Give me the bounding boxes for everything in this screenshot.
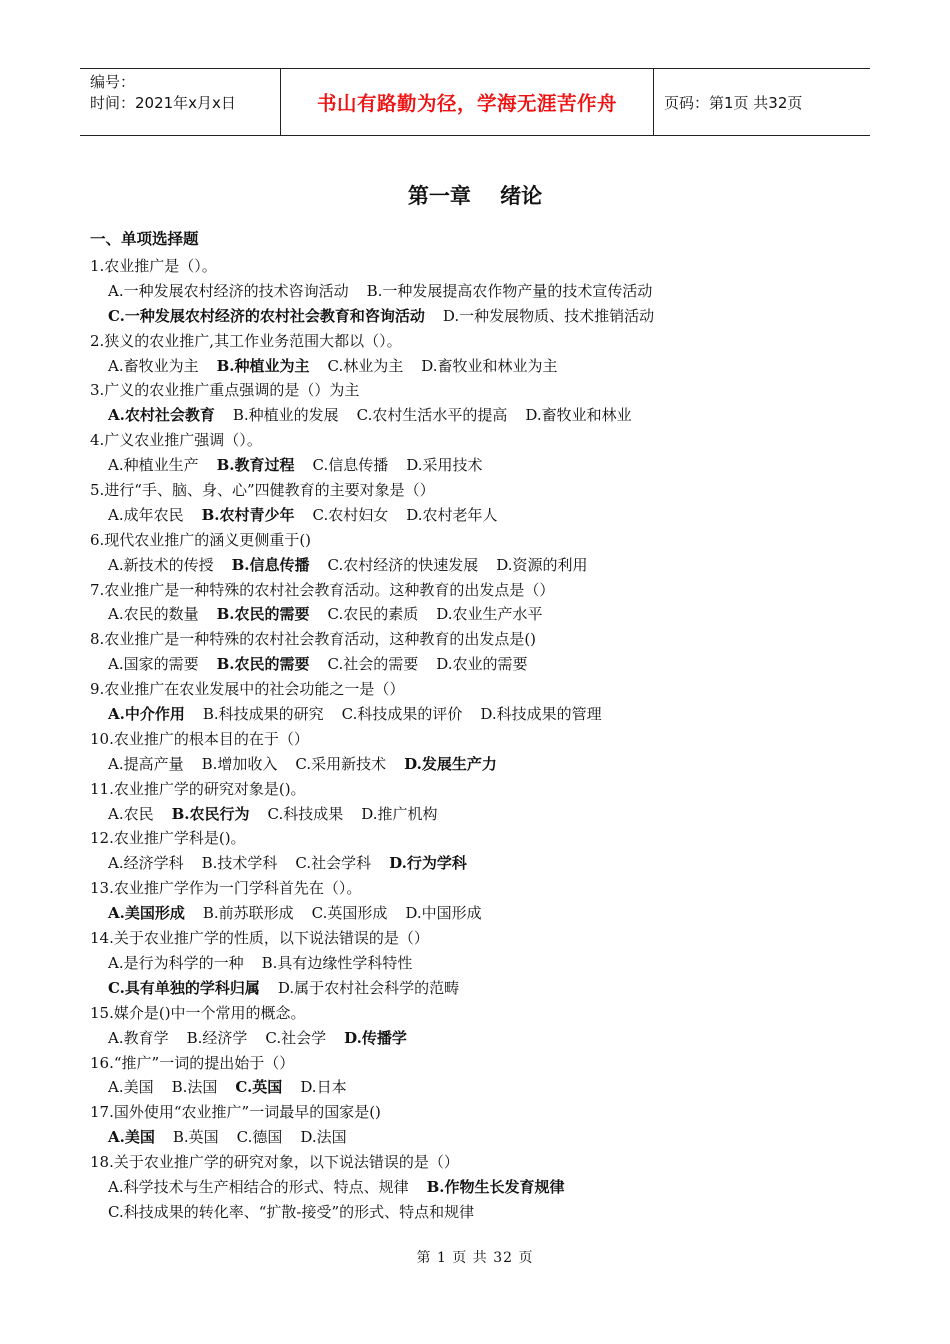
question-stem: 3.广义的农业推广重点强调的是（）为主 [90,381,360,400]
option-row [90,403,870,428]
option-row [90,553,870,578]
option: C.英国形成 [311,904,388,923]
option: A.经济学科 [108,854,184,873]
option: B.前苏联形成 [202,904,294,923]
option: C.科技成果的转化率、“扩散-接受”的形式、特点和规律 [108,1202,475,1221]
option-row [90,976,870,1001]
option: C.德国 [236,1128,283,1147]
option-row [90,1200,870,1225]
question-stem: 5.进行“手、脑、身、心”四健教育的主要对象是（） [90,481,435,500]
question-stem: 8.农业推广是一种特殊的农村社会教育活动，这种教育的出发点是() [90,630,537,649]
header-meta [80,69,280,135]
option: D.农业生产水平 [436,605,543,624]
header-motto: 书山有路勤为径，学海无涯苦作舟 [280,69,654,135]
answer-option: B.作物生长发育规律 [426,1177,565,1196]
page-footer: 第 1 页 共 32 页 [416,1250,534,1266]
option: B.一种发展提高农作物产量的技术宣传活动 [366,281,653,300]
option: C.采用新技术 [295,754,387,773]
answer-option: A.美国形成 [108,904,185,923]
option-row [90,652,870,677]
answer-option: D.行为学科 [389,854,467,873]
answer-option: B.农民的需要 [216,655,310,674]
option: C.信息传播 [312,456,389,475]
option: D.畜牧业和林业为主 [421,356,558,375]
option: D.农业的需要 [436,655,528,674]
option: A.农民 [108,804,154,823]
chapter-title: 第一章 绪论 [407,184,543,208]
option: C.农民的素质 [327,605,419,624]
option: B.技术学科 [201,854,278,873]
option-row [90,1175,870,1200]
option: A.国家的需要 [108,655,199,674]
answer-option: B.农民的需要 [216,605,310,624]
option: A.农民的数量 [108,605,199,624]
option: A.科学技术与生产相结合的形式、特点、规律 [108,1177,409,1196]
option: D.法国 [300,1128,347,1147]
question-stem: 9.农业推广在农业发展中的社会功能之一是（） [90,680,405,699]
option-row [90,453,870,478]
option-row [90,802,870,827]
option: C.社会学 [265,1028,327,1047]
option-row [90,951,870,976]
answer-option: C.英国 [235,1078,283,1097]
option-row [90,503,870,528]
option: C.科技成果的评价 [341,705,463,724]
question-stem: 11.农业推广学的研究对象是()。 [90,779,306,798]
option: A.一种发展农村经济的技术咨询活动 [108,281,349,300]
question-stem: 15.媒介是()中一个常用的概念。 [90,1003,306,1022]
answer-option: C.一种发展农村经济的农村社会教育和咨询活动 [108,306,425,325]
option: C.农村生活水平的提高 [356,406,508,425]
answer-option: A.美国 [108,1128,155,1147]
header-page-info: 页码：第1页 共32页 [664,93,803,112]
question-stem: 7.农业推广是一种特殊的农村社会教育活动。这种教育的出发点是（） [90,580,555,599]
answer-option: B.信息传播 [231,555,310,574]
question-stem: 17.国外使用“农业推广”一词最早的国家是() [90,1103,381,1122]
option: B.经济学 [186,1028,248,1047]
option: A.提高产量 [108,754,184,773]
option: B.种植业的发展 [232,406,339,425]
option: C.社会学科 [295,854,372,873]
question-stem: 4.广义农业推广强调（）。 [90,431,262,450]
document-date: 时间：2021年x月x日 [90,94,236,112]
option: A.教育学 [108,1028,169,1047]
option: B.英国 [172,1128,219,1147]
question-stem: 1.农业推广是（）。 [90,257,217,275]
question-stem: 18.关于农业推广学的研究对象，以下说法错误的是（） [90,1153,459,1172]
option: B.具有边缘性学科特性 [261,953,413,972]
answer-option: B.农村青少年 [201,505,295,524]
answer-option: A.农村社会教育 [108,406,215,425]
option: B.法国 [171,1078,218,1097]
answer-option: A.中介作用 [108,705,185,724]
option-row [90,304,870,329]
document-number-label: 编号： [90,73,136,91]
option: C.科技成果 [267,804,344,823]
option-row [90,1075,870,1100]
option-row [90,752,870,777]
option: D.属于农村社会科学的范畴 [277,978,460,997]
page-header [80,68,870,136]
option-row [90,354,870,379]
option-row [90,851,870,876]
option: A.是行为科学的一种 [108,953,244,972]
option: A.种植业生产 [108,456,199,475]
answer-option: C.具有单独的学科归属 [108,978,260,997]
option: C.农村妇女 [312,505,389,524]
question-stem: 2.狭义的农业推广,其工作业务范围大都以（）。 [90,331,402,350]
answer-option: B.教育过程 [216,456,295,475]
option-row [90,279,870,304]
answer-option: D.发展生产力 [404,754,497,773]
option-row [90,1026,870,1051]
question-stem: 14.关于农业推广学的性质，以下说法错误的是（） [90,929,429,948]
option: A.畜牧业为主 [108,356,199,375]
option: D.农村老年人 [406,505,498,524]
option: C.社会的需要 [327,655,419,674]
option: B.增加收入 [201,754,278,773]
option: D.日本 [300,1078,347,1097]
option-row [90,901,870,926]
answer-option: D.传播学 [344,1028,407,1047]
option: C.林业为主 [327,356,404,375]
question-stem: 10.农业推广的根本目的在于（） [90,729,309,748]
option-row [90,1125,870,1150]
option: D.采用技术 [406,456,483,475]
question-stem: 16.“推广”一词的提出始于（） [90,1053,295,1072]
answer-option: B.种植业为主 [216,356,310,375]
question-list [90,254,870,1225]
option: D.推广机构 [361,804,438,823]
option: C.农村经济的快速发展 [327,555,479,574]
option: A.成年农民 [108,505,184,524]
option: D.一种发展物质、技术推销活动 [442,306,655,325]
option-row [90,602,870,627]
question-stem: 6.现代农业推广的涵义更侧重于() [90,530,312,549]
option: A.新技术的传授 [108,555,214,574]
option: D.资源的利用 [496,555,588,574]
option: A.美国 [108,1078,154,1097]
option-row [90,702,870,727]
section-title: 一、单项选择题 [90,230,199,248]
question-stem: 13.农业推广学作为一门学科首先在（）。 [90,879,362,898]
option: D.畜牧业和林业 [525,406,632,425]
option: D.科技成果的管理 [480,705,602,724]
question-stem: 12.农业推广学科是()。 [90,829,246,848]
answer-option: B.农民行为 [171,804,250,823]
option: D.中国形成 [405,904,482,923]
option: B.科技成果的研究 [202,705,324,724]
